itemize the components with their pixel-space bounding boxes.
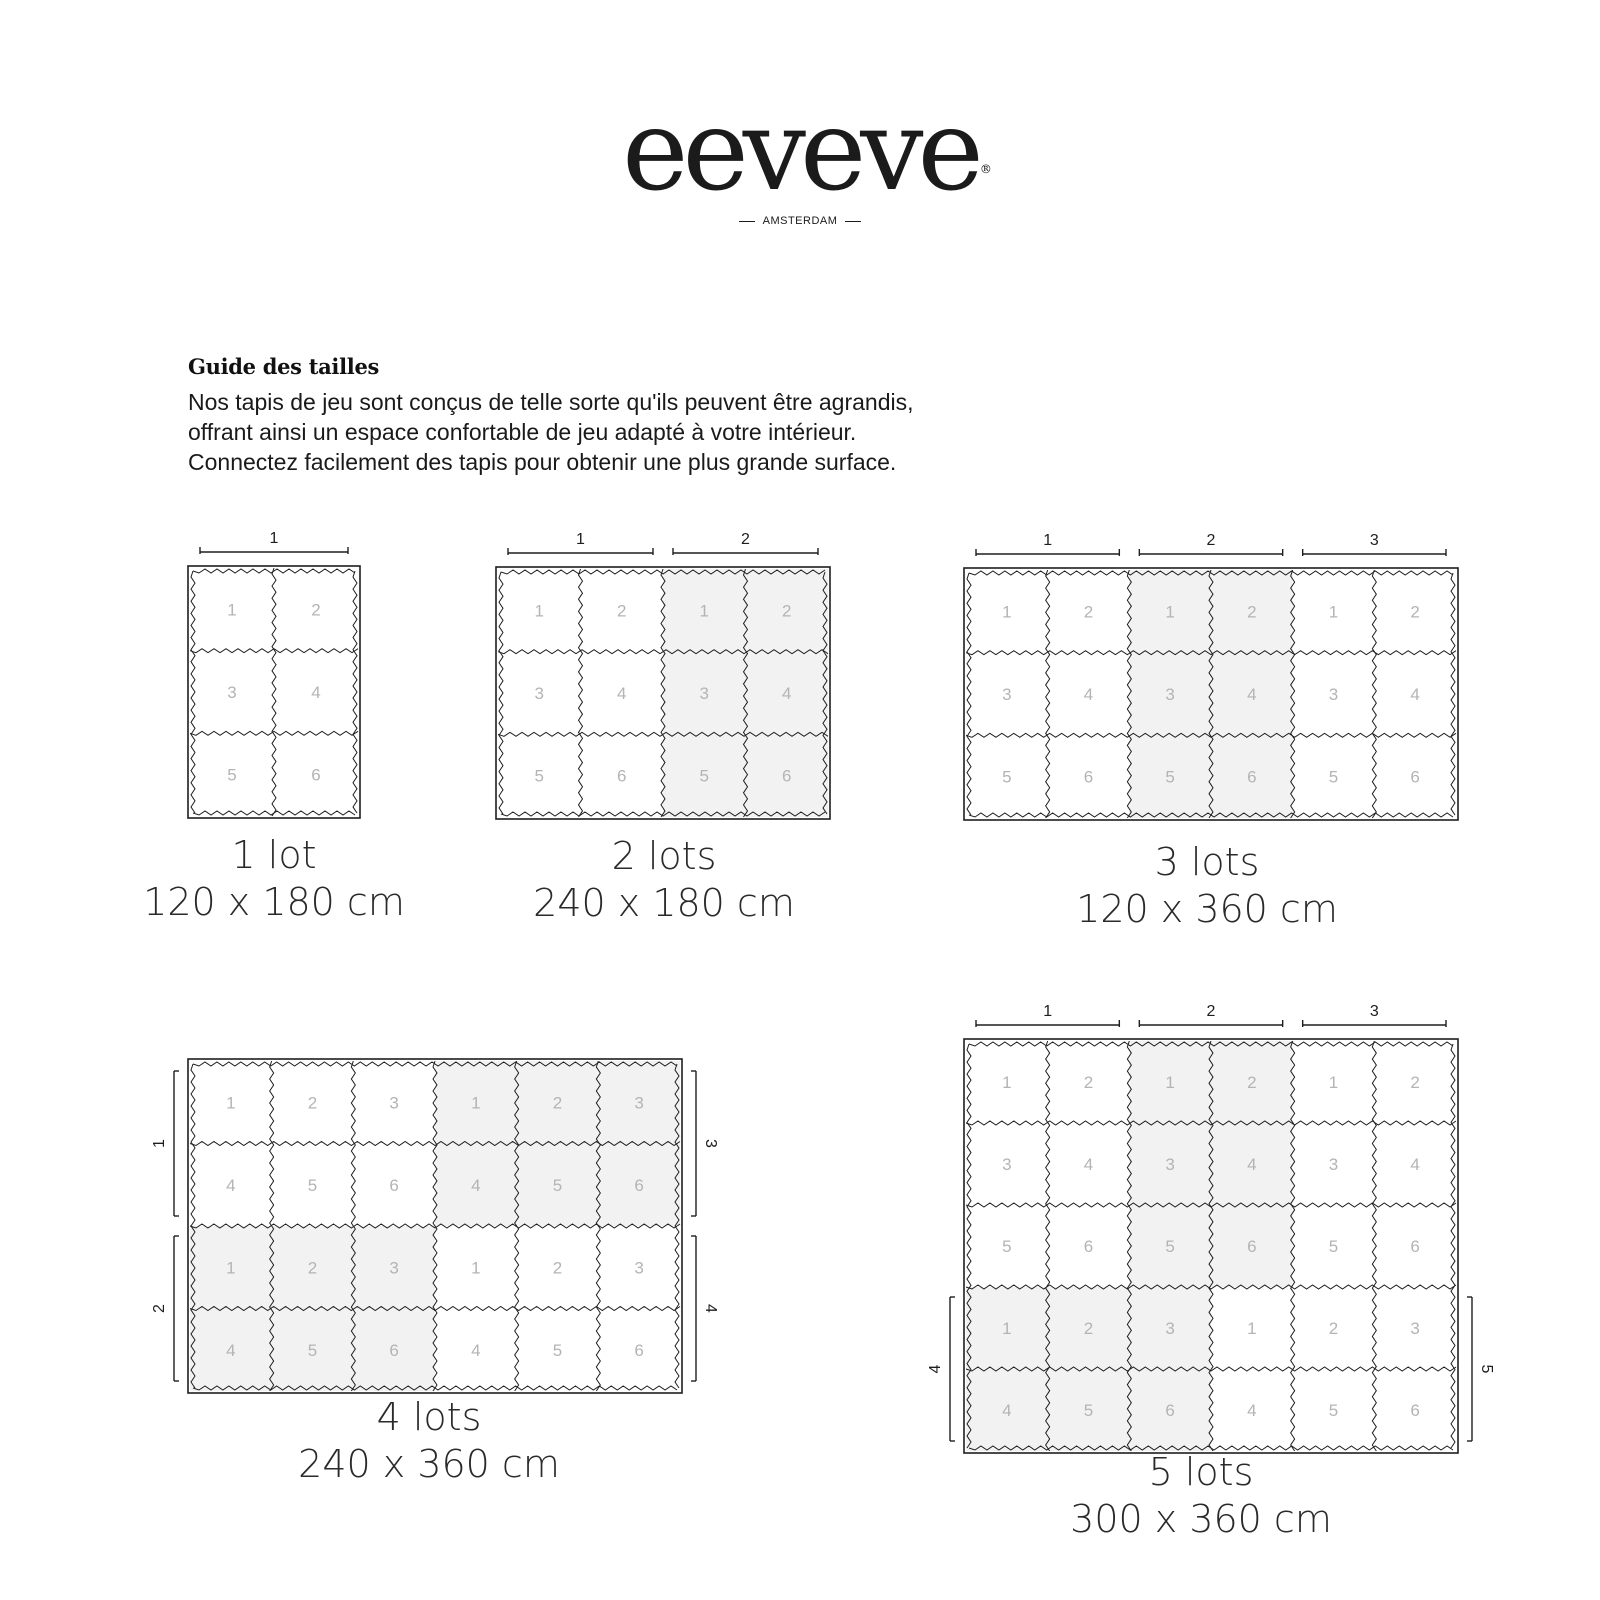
size-guide-title: Guide des tailles xyxy=(188,354,380,379)
tile-number: 5 xyxy=(552,1340,563,1360)
dimensions-label: 120 x 360 cm xyxy=(1076,887,1338,931)
caption-3-lots xyxy=(1027,839,1387,933)
marker-label: 3 xyxy=(701,1139,719,1148)
caption-1-lot xyxy=(94,832,454,926)
top-marker-1 xyxy=(976,532,1119,556)
tile-number: 1 xyxy=(1002,602,1012,622)
tile-number: 6 xyxy=(389,1175,399,1195)
marker-label: 1 xyxy=(576,531,585,548)
logo-text: eeveve xyxy=(622,86,978,216)
caption-4-lots xyxy=(249,1394,609,1488)
dimensions-label: 300 x 360 cm xyxy=(1070,1497,1332,1541)
tile-number: 4 xyxy=(1247,1155,1257,1174)
tile-number: 6 xyxy=(1410,1237,1420,1256)
tile-number: 2 xyxy=(1083,1073,1094,1092)
tile-number: 3 xyxy=(389,1258,399,1278)
tile-number: 2 xyxy=(552,1258,563,1278)
marker-label: 2 xyxy=(741,531,750,548)
tile-number: 5 xyxy=(1165,767,1175,787)
tile-number: 3 xyxy=(699,684,709,703)
dimensions-label: 120 x 180 cm xyxy=(143,880,405,924)
tile-number: 5 xyxy=(1328,1237,1339,1256)
tile-number: 3 xyxy=(1002,1155,1012,1174)
tile-number: 5 xyxy=(227,765,237,785)
marker-label: 2 xyxy=(1206,532,1216,549)
tile-number: 4 xyxy=(1247,1401,1257,1420)
marker-label: 3 xyxy=(1369,1003,1379,1020)
tile-number: 6 xyxy=(1083,767,1094,787)
tile-number: 5 xyxy=(552,1175,563,1195)
marker-label: 4 xyxy=(701,1304,719,1313)
tile-number: 4 xyxy=(1410,685,1420,704)
tile-number: 1 xyxy=(1328,1073,1339,1092)
top-marker-2 xyxy=(1139,1003,1282,1027)
top-marker-1 xyxy=(976,1003,1119,1027)
tile-number: 3 xyxy=(1328,1155,1339,1174)
top-marker-1 xyxy=(508,531,653,555)
tile-number: 3 xyxy=(634,1258,644,1278)
tile-number: 1 xyxy=(534,601,544,621)
tile-number: 6 xyxy=(1247,1237,1257,1256)
tile-number: 5 xyxy=(307,1340,318,1360)
tile-number: 1 xyxy=(227,600,237,620)
mat-grid-1 xyxy=(188,566,360,818)
tile-number: 6 xyxy=(1247,767,1257,787)
mat-grid-2 xyxy=(496,567,830,819)
tile-number: 2 xyxy=(1247,602,1257,622)
marker-label: 2 xyxy=(151,1304,169,1313)
tile-number: 5 xyxy=(1083,1401,1094,1420)
tile-number: 2 xyxy=(1083,1319,1094,1338)
tile-number: 2 xyxy=(1328,1319,1339,1338)
tile-number: 3 xyxy=(227,683,237,702)
tile-number: 4 xyxy=(471,1175,481,1195)
tile-number: 6 xyxy=(1083,1237,1094,1256)
left-marker-2 xyxy=(151,1236,179,1381)
tile-number: 6 xyxy=(1410,767,1420,787)
marker-label: 1 xyxy=(269,530,279,547)
tile-number: 3 xyxy=(1328,685,1339,704)
right-marker-5 xyxy=(1467,1297,1495,1441)
intro-line-2: offrant ainsi un espace confortable de jeu adapté à votre intérieur. xyxy=(188,419,857,445)
tile-number: 6 xyxy=(634,1175,644,1195)
right-marker-3 xyxy=(691,1071,719,1216)
tile-number: 3 xyxy=(1410,1319,1420,1338)
tile-number: 2 xyxy=(552,1093,563,1113)
top-marker-1 xyxy=(200,530,348,554)
marker-label: 3 xyxy=(1369,532,1379,549)
tile-number: 2 xyxy=(307,1093,318,1113)
tile-number: 6 xyxy=(634,1340,644,1360)
tile-number: 5 xyxy=(1328,1401,1339,1420)
tile-number: 5 xyxy=(699,766,709,786)
marker-label: 1 xyxy=(1043,532,1053,549)
mat-grid-4 xyxy=(188,1059,682,1393)
tile-number: 1 xyxy=(1165,602,1175,622)
tile-number: 4 xyxy=(1083,1155,1094,1174)
lots-label: 4 lots xyxy=(376,1395,482,1439)
left-marker-4 xyxy=(927,1297,955,1441)
dimensions-label: 240 x 360 cm xyxy=(298,1442,560,1486)
top-marker-3 xyxy=(1303,532,1446,556)
tile-number: 3 xyxy=(1165,685,1175,704)
tile-number: 2 xyxy=(307,1258,318,1278)
mat-grid-3 xyxy=(964,568,1458,820)
tile-number: 6 xyxy=(1165,1401,1175,1420)
tile-number: 5 xyxy=(1002,1237,1012,1256)
tile-number: 1 xyxy=(471,1093,481,1113)
left-marker-1 xyxy=(151,1071,179,1216)
tile-number: 1 xyxy=(699,601,709,621)
tile-number: 2 xyxy=(311,600,321,620)
tile-number: 1 xyxy=(1002,1319,1012,1338)
mat-grid-5 xyxy=(964,1039,1458,1453)
tile-number: 5 xyxy=(1165,1237,1175,1256)
tile-number: 2 xyxy=(1410,602,1420,622)
tile-number: 6 xyxy=(1410,1401,1420,1420)
registered-mark: ® xyxy=(979,162,992,176)
tile-number: 2 xyxy=(1083,602,1094,622)
tile-number: 6 xyxy=(617,766,627,786)
tile-number: 4 xyxy=(1002,1401,1012,1420)
top-marker-3 xyxy=(1303,1003,1446,1027)
top-marker-2 xyxy=(1139,532,1282,556)
caption-5-lots xyxy=(1021,1449,1381,1543)
logo-city-text: AMSTERDAM xyxy=(762,215,838,227)
lots-label: 5 lots xyxy=(1148,1450,1254,1494)
dimensions-label: 240 x 180 cm xyxy=(533,881,795,925)
tile-number: 5 xyxy=(307,1175,318,1195)
lots-label: 1 lot xyxy=(231,833,317,877)
tile-number: 3 xyxy=(1002,685,1012,704)
tile-number: 1 xyxy=(1002,1073,1012,1092)
tile-number: 3 xyxy=(634,1093,644,1113)
tile-number: 1 xyxy=(1247,1319,1257,1338)
tile-number: 4 xyxy=(226,1340,236,1360)
intro-line-3: Connectez facilement des tapis pour obtenir une plus grande surface. xyxy=(188,449,897,475)
tile-number: 2 xyxy=(1410,1073,1420,1092)
right-marker-4 xyxy=(691,1236,719,1381)
tile-number: 4 xyxy=(782,684,792,703)
lots-label: 3 lots xyxy=(1154,840,1260,884)
tile-number: 5 xyxy=(534,766,544,786)
lots-label: 2 lots xyxy=(611,834,717,878)
tile-number: 4 xyxy=(311,683,321,702)
marker-label: 1 xyxy=(151,1139,169,1148)
tile-number: 3 xyxy=(1165,1155,1175,1174)
tile-number: 5 xyxy=(1328,767,1339,787)
tile-number: 6 xyxy=(311,765,321,785)
top-marker-2 xyxy=(673,531,818,555)
tile-number: 1 xyxy=(1165,1073,1175,1092)
tile-number: 4 xyxy=(1247,685,1257,704)
tile-number: 4 xyxy=(617,684,627,703)
tile-number: 4 xyxy=(226,1175,236,1195)
tile-number: 4 xyxy=(471,1340,481,1360)
marker-label: 4 xyxy=(927,1364,945,1374)
tile-number: 1 xyxy=(471,1258,481,1278)
tile-number: 6 xyxy=(782,766,792,786)
caption-2-lots xyxy=(484,833,844,927)
tile-number: 3 xyxy=(1165,1319,1175,1338)
tile-number: 2 xyxy=(1247,1073,1257,1092)
tile-number: 4 xyxy=(1410,1155,1420,1174)
tile-number: 3 xyxy=(389,1093,399,1113)
marker-label: 5 xyxy=(1477,1364,1495,1374)
tile-number: 1 xyxy=(226,1093,236,1113)
marker-label: 1 xyxy=(1043,1003,1053,1020)
tile-number: 2 xyxy=(617,601,627,621)
tile-number: 6 xyxy=(389,1340,399,1360)
tile-number: 5 xyxy=(1002,767,1012,787)
intro-line-1: Nos tapis de jeu sont conçus de telle sorte qu'ils peuvent être agrandis, xyxy=(188,389,914,415)
tile-number: 3 xyxy=(534,684,544,703)
tile-number: 1 xyxy=(226,1258,236,1278)
tile-number: 4 xyxy=(1083,685,1094,704)
tile-number: 2 xyxy=(782,601,792,621)
marker-label: 2 xyxy=(1206,1003,1216,1020)
tile-number: 1 xyxy=(1328,602,1339,622)
